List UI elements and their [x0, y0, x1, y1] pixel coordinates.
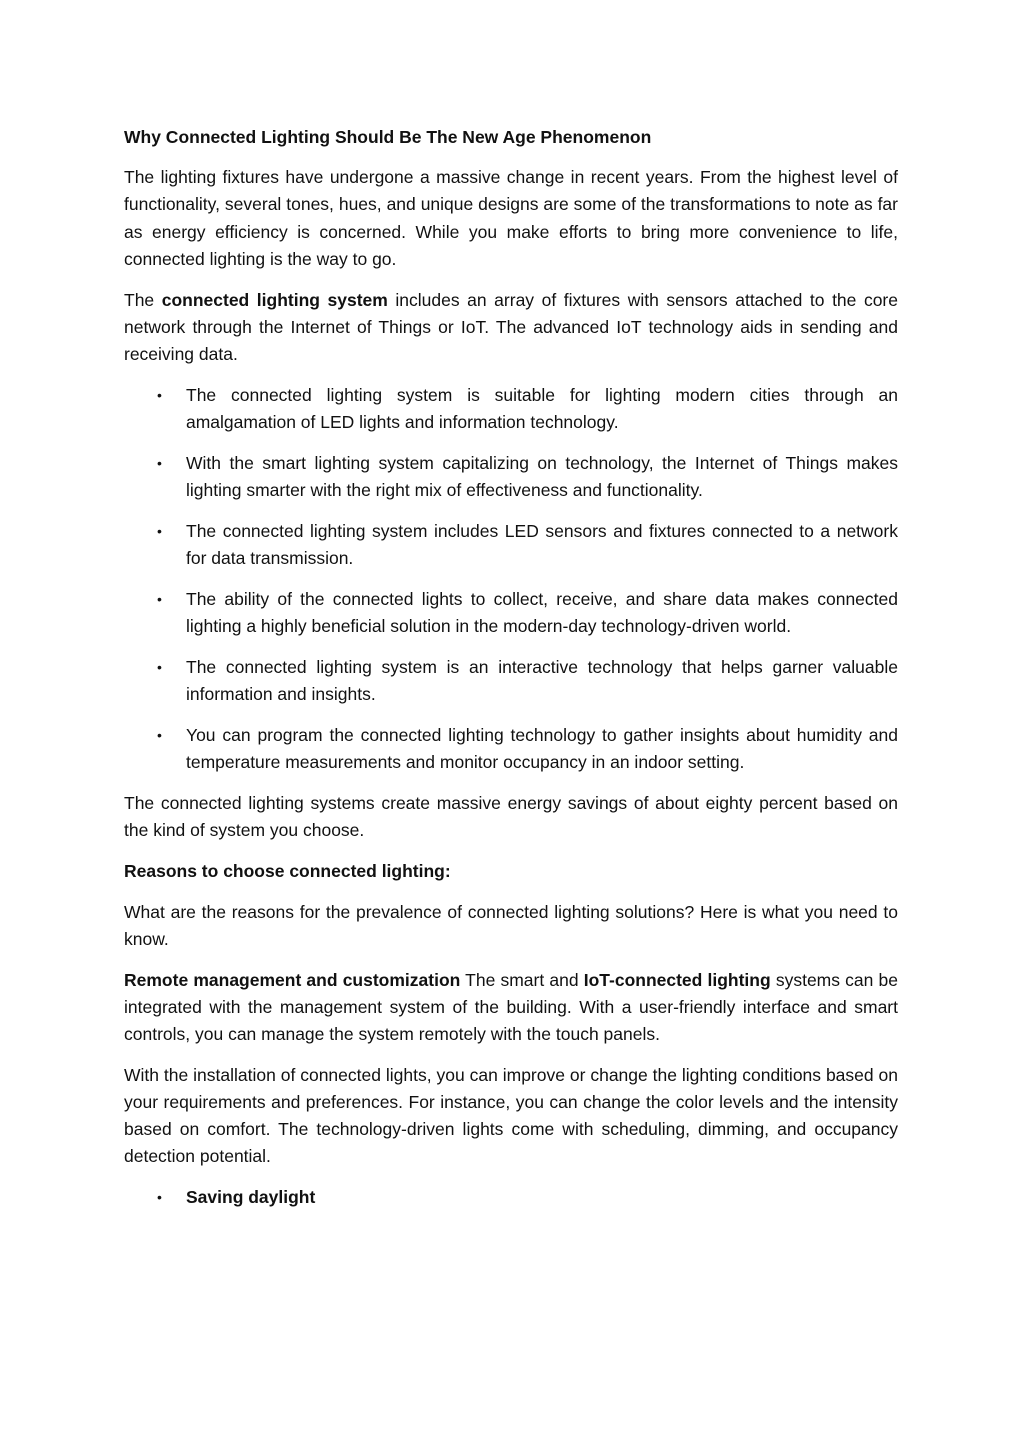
connected-lighting-system-term: connected lighting system [161, 289, 388, 310]
bullet-icon: • [157, 386, 162, 403]
bullet-icon: • [157, 1189, 162, 1206]
remote-management-paragraph [124, 967, 898, 1049]
reasons-paragraph: What are the reasons for the prevalence of connected lighting solutions? Here is what you need to know. [124, 901, 898, 949]
bullet-icon: • [157, 658, 162, 675]
list-item-text: The connected lighting system includes LED sensors and fixtures connected to a network for data transmission. [186, 520, 898, 569]
final-bullet-list [124, 1184, 898, 1211]
list-item [124, 518, 898, 572]
list-item [124, 450, 898, 504]
bullet-icon: • [157, 726, 162, 743]
document-title: Why Connected Lighting Should Be The New Age Phenomenon [124, 127, 652, 147]
list-item [124, 1184, 898, 1211]
system-paragraph-suffix: includes an array of fixtures with sensors attached to the core network through the Internet of Things or IoT. The advanced IoT technology aids in sending and receiving data. [124, 289, 898, 365]
list-item [124, 382, 898, 436]
list-item [124, 586, 898, 640]
remote-text-2: systems can be integrated with the management system of the building. With a user-friendly interface and smart controls, you can manage the system remotely with the touch panels. [124, 969, 898, 1045]
savings-paragraph: The connected lighting systems create massive energy savings of about eighty percent based on the kind of system you choose. [124, 792, 898, 841]
intro-paragraph: The lighting fixtures have undergone a massive change in recent years. From the highest level of functionality, several tones, hues, and unique designs are some of the transformations to note as far as energy efficiency is concerned. While you make efforts to bring more convenience to life, connected lighting is the way to go. [124, 167, 898, 269]
iot-connected-lighting-term: IoT-connected lighting [583, 969, 771, 990]
list-item-text: The connected lighting system is an interactive technology that helps garner valuable information and insights. [186, 656, 898, 705]
document-page [124, 124, 898, 1225]
list-item-text: You can program the connected lighting technology to gather insights about humidity and temperature measurements and monitor occupancy in an indoor setting. [186, 724, 898, 773]
feature-bullet-list [124, 382, 898, 776]
remote-management-term: Remote management and customization [124, 969, 461, 990]
bullet-icon: • [157, 522, 162, 539]
system-paragraph-prefix: The [124, 289, 162, 310]
bullet-icon: • [157, 590, 162, 607]
list-item-text: The ability of the connected lights to collect, receive, and share data makes connected lighting a highly beneficial solution in the modern-day technology-driven world. [186, 588, 898, 637]
system-paragraph [124, 287, 898, 369]
list-item-text: With the smart lighting system capitalizing on technology, the Internet of Things makes lighting smarter with the right mix of effectiveness and functionality. [186, 452, 898, 501]
installation-paragraph: With the installation of connected lights, you can improve or change the lighting conditions based on your requirements and preferences. For instance, you can change the color levels and the intensity based on comfort. The technology-driven lights come with scheduling, dimming, and occupancy detection potential. [124, 1064, 898, 1167]
bullet-icon: • [157, 454, 162, 471]
list-item [124, 722, 898, 776]
remote-text-1: The smart and [460, 969, 584, 990]
saving-daylight-label: Saving daylight [186, 1187, 316, 1208]
reasons-heading: Reasons to choose connected lighting: [124, 860, 451, 881]
list-item [124, 654, 898, 708]
list-item-text: The connected lighting system is suitable for lighting modern cities through an amalgamation of LED lights and information technology. [186, 384, 898, 433]
